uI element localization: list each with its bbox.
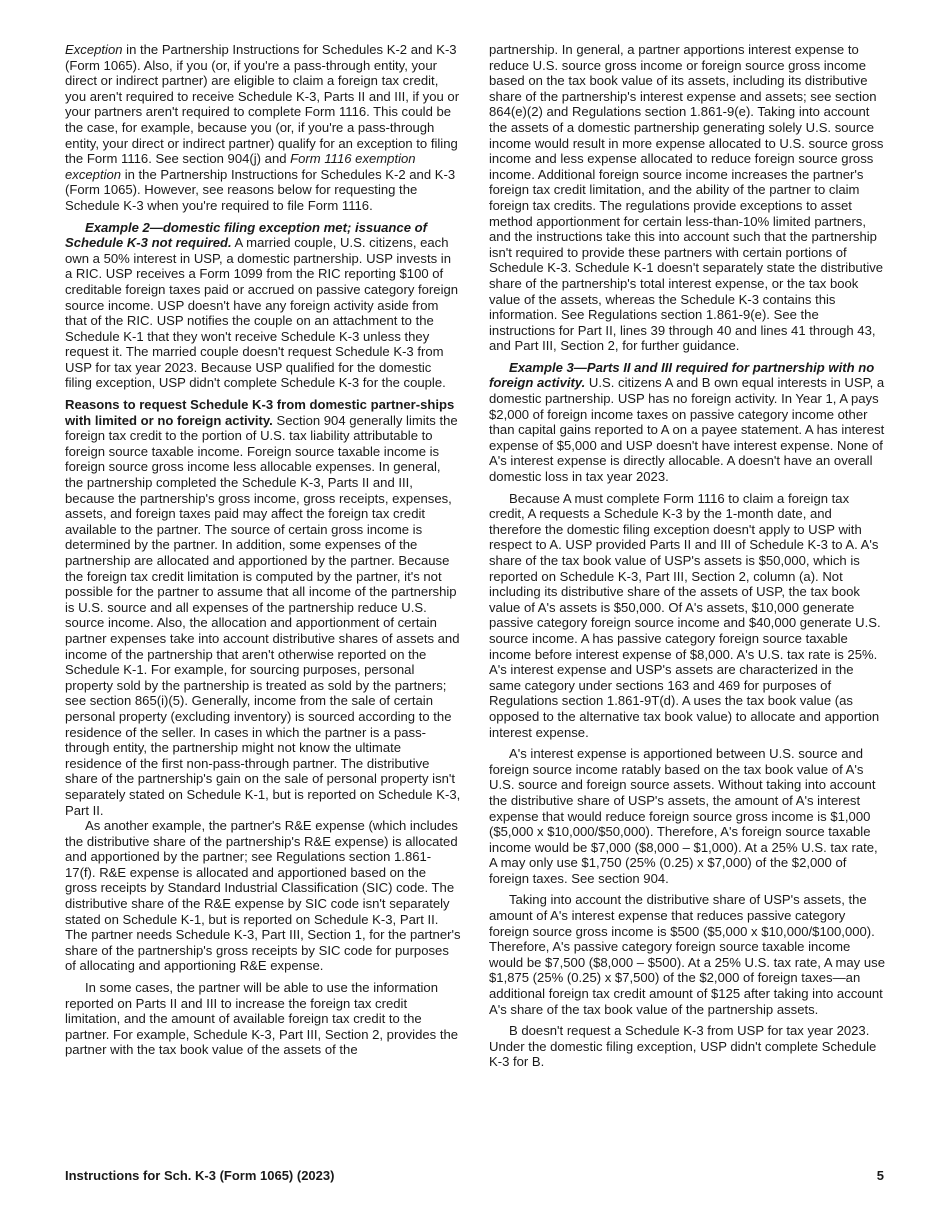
taking-into-account-paragraph: Taking into account the distributive share of USP's assets, the amount of A's interest expense that reduces passive category foreign source gross income is $500 ($5,000 x $10,000/$100,000). Therefore, A's passive category foreign source taxable income would be $7,500 ($8,000 – $500). At a 25% U.S. tax rate, A may use $1,875 (25% (0.25) x $7,500) of the $2,000 of foreign taxes—an additional foreign tax credit amount of $125 after taking into account A's share of the tax book value of the partnership assets. bbox=[489, 892, 885, 1017]
rne-expense-paragraph: As another example, the partner's R&E expense (which includes the distributive share of the partnership's R&E expense) is allocated and apportioned by the partner; see Regulations section 1.861-17(f). R&E expense is allocated and apportioned based on the gross receipts by Standard Industrial Classification (SIC) code. The distributive share of the R&E expense by SIC code isn't separately stated on Schedule K-1, but is reported on Schedule K-3, Part II. The partner needs Schedule K-3, Part III, Section 1, for the partner's share of the partnership's gross receipts by SIC code for purposes of allocating and apportioning R&E expense. bbox=[65, 818, 461, 974]
page-number: 5 bbox=[876, 1168, 884, 1183]
left-column bbox=[65, 42, 461, 1064]
example-3-paragraph: Example 3—Parts II and III required for partnership with no foreign activity. U.S. citizens A and B own equal interests in USP, a domestic partnership. USP has no foreign activity. In Year 1, A pays $2,000 of foreign income taxes on passive category income other than capital gains reported to A on a payee statement. A has interest expense of $5,000 and USP doesn't have interest expense. None of A's interest expense is directly allocable. A doesn't have an overall domestic loss in tax year 2023. bbox=[489, 359, 885, 485]
footer-title: Instructions for Sch. K-3 (Form 1065) (2023) bbox=[65, 1168, 335, 1183]
example-2-paragraph: Example 2—domestic filing exception met; issuance of Schedule K-3 not required. A married couple, U.S. citizens, each own a 50% interest in USP, a domestic partnership. USP invests in a RIC. USP receives a Form 1099 from the RIC reporting $100 of creditable foreign taxes paid or accrued on passive category foreign source income. USP doesn't have any foreign activity aside from that of the RIC. USP notifies the couple on an attachment to the Schedule K-1 that they won't receive Schedule K-3 unless they request it. The married couple doesn't request Schedule K-3 from USP for tax year 2023. Because USP qualified for the domestic filing exception, USP didn't complete Schedule K-3 for the couple. bbox=[65, 219, 459, 391]
b-request-paragraph: B doesn't request a Schedule K-3 from USP for tax year 2023. Under the domestic filing exception, USP didn't complete Schedule K-3 for B. bbox=[489, 1023, 877, 1070]
page-footer bbox=[65, 1168, 884, 1184]
example-2-heading: Example 2—domestic filing exception met; issuance of Schedule K-3 not required. bbox=[65, 219, 427, 251]
example-3-heading: Example 3—Parts II and III required for partnership with no foreign activity. bbox=[489, 359, 875, 391]
reasons-heading: Reasons to request Schedule K-3 from domestic partner-ships with limited or no foreign activity. bbox=[65, 397, 455, 428]
exception-term: Exception bbox=[65, 42, 123, 57]
because-paragraph: Because A must complete Form 1116 to claim a foreign tax credit, A requests a Schedule K-3 by the 1-month date, and therefore the domestic filing exception doesn't apply to USP with respect to A. USP provided Parts II and III of Schedule K-3 to A. A's share of the tax book value of USP's assets is $50,000, which is reported on Schedule K-3, Part III, Section 2, column (a). Not including its distributive share of the assets of USP, the tax book value of A's assets is $50,000. Of A's assets, $10,000 generate passive category foreign source income and $40,000 generate U.S. source income. A has passive category foreign source taxable income before interest expense of $8,000. A's U.S. tax rate is 25%. A's interest expense and USP's assets are characterized in the same category under sections 163 and 469 for purposes of Regulations section 1.861-9T(d). A uses the tax book value (as opposed to the alternative tax book value) to allocate and apportion interest expense. bbox=[489, 490, 881, 740]
right-column bbox=[489, 42, 885, 1076]
apportioned-paragraph: A's interest expense is apportioned between U.S. source and foreign source income ratably based on the tax book value of A's U.S. source and foreign source assets. Without taking into account the distributive share of USP's assets, the amount of A's interest expense that would reduce foreign source gross income is $1,000 ($5,000 x $10,000/$50,000). Therefore, A's foreign source taxable income would be $7,000 ($8,000 – $1,000). At a 25% U.S. tax rate, A may only use $1,750 (25% (0.25) x $7,000) of the $2,000 of foreign taxes. See section 904. bbox=[489, 746, 878, 886]
partnership-cont-paragraph: partnership. In general, a partner apportions interest expense to reduce U.S. source gross income or foreign source gross income based on the tax book value of its assets, including its distributive share of the partnership's interest expense and assets; see section 864(e)(2) and Regulations section 1.861-9(e). Taking into account the assets of a domestic partnership generating solely U.S. source income would result in more expense allocated to U.S. source gross income and less expense allocated to reduce foreign source gross income. Additional foreign source income increases the partner's foreign tax credit limitation, and the ability of the partner to claim foreign tax credits. The regulations provide exceptions to asset method apportionment for certain less-than-10% limited partners, and the instructions take this into account such that the partnership isn't required to provide these partners with certain portions of Schedule K-3. Schedule K-1 doesn't separately state the distributive share of the partnership's total interest expense, or the tax book value of the assets, whereas the Schedule K-3 contains this information. See Regulations section 1.861-9(e). See the instructions for Part II, lines 39 through 40 and lines 41 through 43, and Part III, Section 2, for further guidance. bbox=[489, 42, 884, 354]
reasons-paragraph: Reasons to request Schedule K-3 from domestic partner-ships with limited or no foreign activity. Section 904 generally limits the foreign tax credit to the portion of U.S. tax liability attributable to foreign source taxable income. Foreign source taxable income is foreign source gross income less allocable expenses. In general, the partnership completed the Schedule K-3, Parts II and III, because the partnership's gross income, gross receipts, expenses, assets, and foreign taxes paid may affect the foreign tax credit available to the partner. The source of certain gross income is determined by the partner. In addition, some expenses of the partnership are allocated and apportioned by the partner. Because the foreign tax credit limitation is computed by the partner, it's not possible for the partner to assume that all income of the partnership is U.S. source and all expenses of the partnership reduce U.S. source income. Also, the allocation and apportionment of certain partner expenses take into account distributive shares of assets and income of the partnership that aren't otherwise reported on the Schedule K-1. For example, for sourcing purposes, personal property sold by the partnership is treated as sold by the partners; see section 865(i)(5). Generally, income from the sale of certain personal property (excluding inventory) is sourced according to the residence of the seller. In cases in which the partner is a pass-through entity, the partnership might not know the ultimate residence of the first non-pass-through partner. The distributive share of the partnership's gain on the sale of personal property isn't separately stated on Schedule K-1, but is reported on Schedule K-3, Part II. bbox=[65, 397, 461, 818]
paragraph-exception-cont: Exception in the Partnership Instructions for Schedules K-2 and K-3 (Form 1065). Also, if you (or, if you're a pass-through entity, your direct or indirect partner) are eligible to claim a foreign tax credit, you aren't required to receive Schedule K-3, Parts II and III, if you or your partners aren't required to complete Form 1116. This could be the case, for example, because you (or, if you're a pass-through entity, your direct or indirect partner) qualify for an exception to filing the Form 1116. See section 904(j) and Form 1116 exemption exception in the Partnership Instructions for Schedules K-2 and K-3 (Form 1065). However, see reasons below for requesting the Schedule K-3 when you're required to file Form 1116. bbox=[65, 42, 460, 213]
some-cases-paragraph: In some cases, the partner will be able to use the information reported on Parts II and III to increase the foreign tax credit limitation, and the amount of available foreign tax credit to the partner. For example, Schedule K-3, Part III, Section 2, provides the partner with the tax book value of the assets of the bbox=[65, 980, 459, 1058]
form-1116-exemption-term: Form 1116 exemption exception bbox=[65, 151, 416, 182]
